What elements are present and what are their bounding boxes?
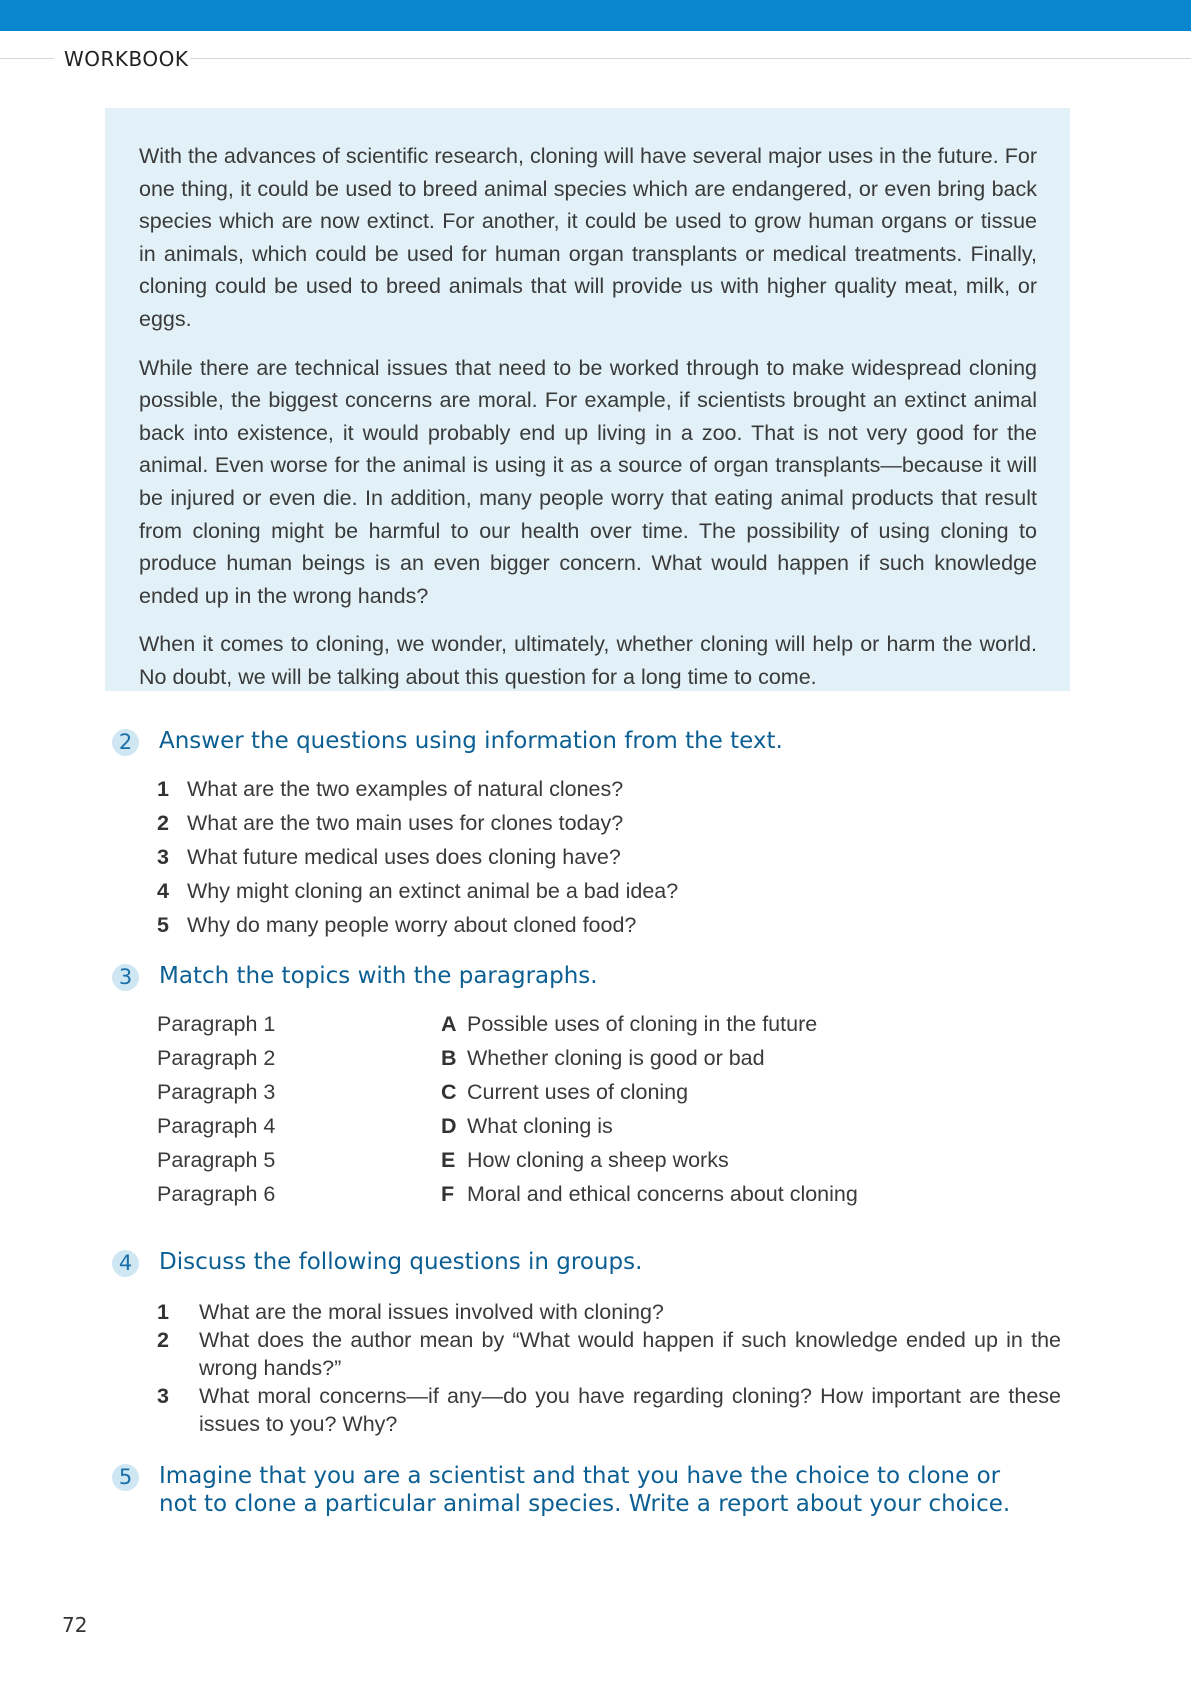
matching-row bbox=[157, 1112, 1057, 1146]
paragraph-label: Paragraph 1 bbox=[157, 1012, 276, 1036]
topic-text: Current uses of cloning bbox=[467, 1080, 689, 1104]
reading-paragraph: When it comes to cloning, we wonder, ultimately, whether cloning will help or harm the world. No doubt, we will be talking about this question for a long time to come. bbox=[139, 632, 1037, 689]
question-text: What moral concerns—if any—do you have regarding cloning? How important are these issues to you? Why? bbox=[199, 1384, 1061, 1436]
question-text: Why do many people worry about cloned food? bbox=[187, 913, 637, 937]
discussion-question bbox=[157, 1382, 1061, 1438]
discussion-question bbox=[157, 1326, 1061, 1382]
exercise-instruction: Answer the questions using information from the text. bbox=[159, 728, 783, 754]
header-divider-left bbox=[0, 58, 54, 59]
top-accent-bar bbox=[0, 0, 1191, 31]
reading-paragraph: While there are technical issues that need to be worked through to make widespread cloning possible, the biggest concerns are moral. For example, if scientists brought an extinct animal back into existence, it would probably end up living in a zoo. That is not very good for the animal. Even worse for the animal is using it as a source of organ transplants—because it will be injured or even die. In addition, many people worry that eating animal products that result from cloning might be harmful to our health over time. The possibility of using cloning to produce human beings is an even bigger concern. What would happen if such knowledge ended up in the wrong hands? bbox=[139, 355, 1037, 608]
question-number: 4 bbox=[157, 879, 169, 903]
topic-text: How cloning a sheep works bbox=[467, 1148, 729, 1172]
matching-row bbox=[157, 1180, 1057, 1214]
question-number: 2 bbox=[157, 811, 169, 835]
exercise-number-badge: 2 bbox=[112, 729, 139, 756]
topic-text: Moral and ethical concerns about cloning bbox=[467, 1182, 858, 1206]
reading-paragraph: With the advances of scientific research, cloning will have several major uses in the future. For one thing, it could be used to breed animal species which are endangered, or even bring back species which are now extinct. For another, it could be used to grow human organs or tissue in animals, which could be used for human organ transplants or medical treatments. Finally, cloning could be used to breed animals that will provide us with higher quality meat, milk, or eggs. bbox=[139, 144, 1037, 331]
topic-text: What cloning is bbox=[467, 1114, 613, 1138]
paragraph-label: Paragraph 4 bbox=[157, 1114, 276, 1138]
reading-passage-box bbox=[105, 108, 1070, 691]
topic-letter: A bbox=[441, 1012, 457, 1036]
topic-letter: F bbox=[441, 1182, 455, 1206]
paragraph-label: Paragraph 6 bbox=[157, 1182, 276, 1206]
exercise-instruction: Imagine that you are a scientist and that you have the choice to clone or not to clone a particular animal species. Write a report about your choice. bbox=[159, 1463, 1011, 1517]
topic-letter: E bbox=[441, 1148, 456, 1172]
question-number: 5 bbox=[157, 913, 169, 937]
question-number: 3 bbox=[157, 1384, 169, 1408]
question-text: What does the author mean by “What would happen if such knowledge ended up in the wrong hands?” bbox=[199, 1328, 1061, 1380]
discussion-list bbox=[157, 1298, 1061, 1438]
question-text: What are the moral issues involved with cloning? bbox=[199, 1300, 664, 1324]
page-number: 72 bbox=[62, 1613, 88, 1637]
matching-row bbox=[157, 1044, 1057, 1078]
paragraph-label: Paragraph 3 bbox=[157, 1080, 276, 1104]
exercise-number-badge: 5 bbox=[112, 1464, 139, 1491]
question-text: What are the two main uses for clones today? bbox=[187, 811, 624, 835]
discussion-question bbox=[157, 1298, 1061, 1326]
question-number: 1 bbox=[157, 777, 169, 801]
topic-text: Whether cloning is good or bad bbox=[467, 1046, 765, 1070]
header-divider-right bbox=[190, 58, 1191, 59]
exercise-instruction: Match the topics with the paragraphs. bbox=[159, 963, 598, 989]
matching-table bbox=[157, 1010, 1057, 1214]
matching-row bbox=[157, 1146, 1057, 1180]
paragraph-label: Paragraph 5 bbox=[157, 1148, 276, 1172]
topic-letter: B bbox=[441, 1046, 457, 1070]
matching-row bbox=[157, 1078, 1057, 1112]
question-text: Why might cloning an extinct animal be a bad idea? bbox=[187, 879, 679, 903]
section-label: WORKBOOK bbox=[64, 47, 189, 71]
matching-row bbox=[157, 1010, 1057, 1044]
question-number: 3 bbox=[157, 845, 169, 869]
paragraph-label: Paragraph 2 bbox=[157, 1046, 276, 1070]
topic-text: Possible uses of cloning in the future bbox=[467, 1012, 818, 1036]
question-text: What future medical uses does cloning have? bbox=[187, 845, 621, 869]
exercise-instruction: Discuss the following questions in groups. bbox=[159, 1249, 643, 1275]
topic-letter: C bbox=[441, 1080, 457, 1104]
question-number: 1 bbox=[157, 1300, 169, 1324]
exercise-number-badge: 4 bbox=[112, 1250, 139, 1277]
question-text: What are the two examples of natural clones? bbox=[187, 777, 624, 801]
topic-letter: D bbox=[441, 1114, 457, 1138]
exercise-number-badge: 3 bbox=[112, 964, 139, 991]
question-number: 2 bbox=[157, 1328, 169, 1352]
